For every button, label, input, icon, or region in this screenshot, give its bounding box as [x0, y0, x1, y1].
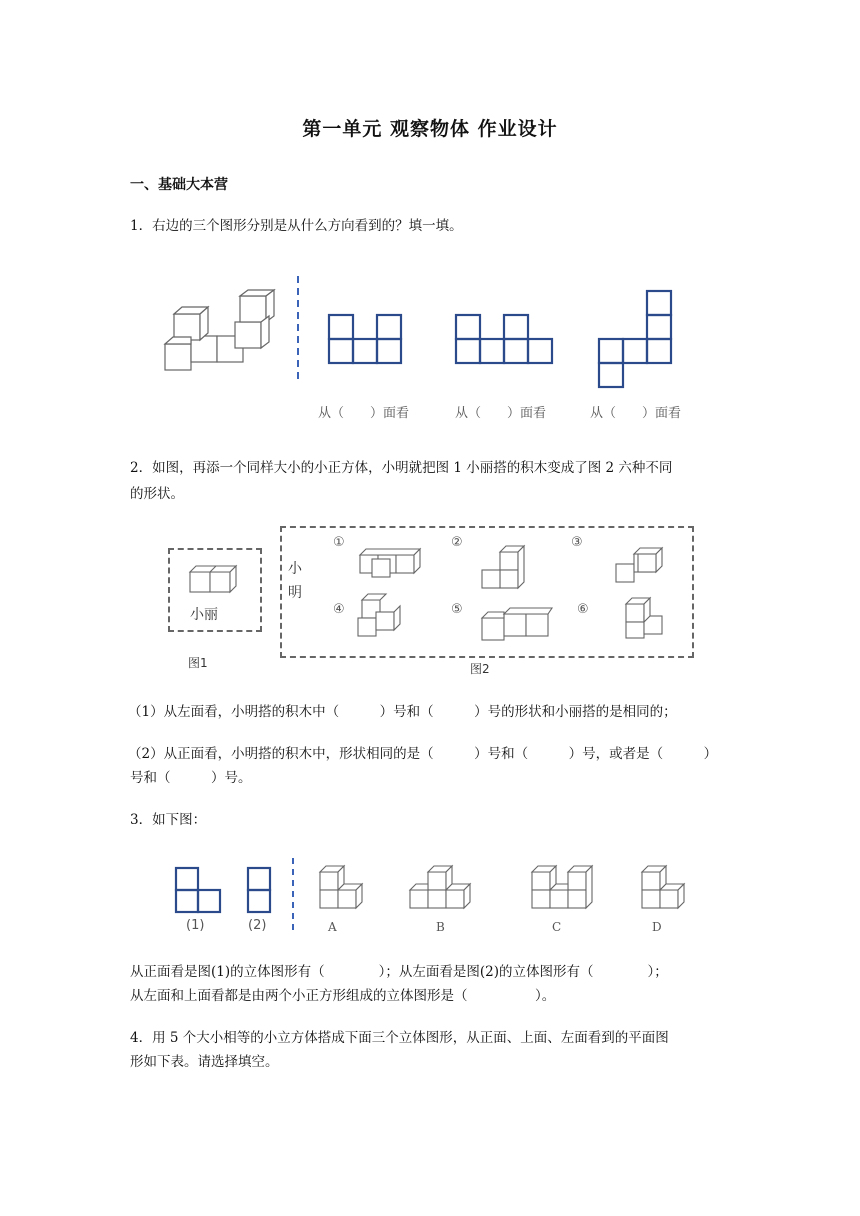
solid-a	[318, 862, 362, 916]
question-3-line2: 从左面和上面看都是由两个小正方形组成的立体图形是（ ）。	[130, 988, 556, 1004]
q3-view-1	[174, 866, 226, 918]
q1-answer-label-2: 从（ ）面看	[455, 406, 547, 421]
q3-divider-dash	[291, 858, 295, 930]
marker-2: ②	[451, 535, 463, 550]
question-2-sub-1: （1）从左面看，小明搭的积木中（ ）号和（ ）号的形状和小丽搭的是相同的；	[128, 704, 677, 720]
figure-2-name-top: 小	[288, 561, 302, 577]
q3-view-1-label: (1)	[186, 918, 205, 933]
q1-view-1	[328, 314, 404, 366]
shape-6-cubes	[624, 598, 670, 642]
figure-2-caption: 图2	[470, 662, 490, 676]
section-heading: 一、基础大本营	[130, 177, 228, 193]
marker-6: ⑥	[577, 602, 589, 617]
q3-view-2-label: (2)	[248, 918, 267, 933]
question-2-text-line1: 2．如图，再添一个同样大小的小正方体，小明就把图 1 小丽搭的积木变成了图 2 六种不同	[130, 460, 673, 476]
solid-d	[640, 862, 686, 916]
shape-5-cubes	[480, 606, 552, 642]
q1-view-3	[597, 290, 675, 390]
marker-1: ①	[333, 535, 345, 550]
marker-3: ③	[571, 535, 583, 550]
marker-4: ④	[333, 602, 345, 617]
shape-1-cubes	[358, 545, 422, 579]
marker-5: ⑤	[451, 602, 463, 617]
question-2-sub-2-line2: 号和（ ）号。	[130, 770, 252, 786]
figure-1-caption: 图1	[188, 656, 208, 670]
question-4-line1: 4．用 5 个大小相等的小立方体搭成下面三个立体图形，从正面、上面、左面看到的平面图	[130, 1030, 669, 1046]
question-2-text-line2: 的形状。	[130, 486, 184, 502]
solid-b-label: B	[436, 920, 445, 934]
question-3-line1: 从正面看是图(1)的立体图形有（ ）；从左面看是图(2)的立体图形有（ ）；	[130, 964, 668, 980]
shape-3-cubes	[614, 546, 666, 586]
page-title: 第一单元 观察物体 作业设计	[302, 118, 558, 140]
q1-cube-figure	[160, 290, 280, 380]
solid-d-label: D	[652, 920, 662, 934]
question-1-text: 1．右边的三个图形分别是从什么方向看到的？填一填。	[130, 218, 463, 234]
solid-b	[408, 862, 470, 916]
q1-view-2	[455, 314, 557, 366]
solid-c-label: C	[552, 920, 562, 934]
q3-view-2	[246, 866, 274, 918]
question-2-sub-2-line1: （2）从正面看，小明搭的积木中，形状相同的是（ ）号和（ ）号，或者是（ ）	[128, 746, 718, 762]
shape-4-cubes	[356, 594, 406, 642]
figure-1-name: 小丽	[190, 607, 218, 623]
question-4-line2: 形如下表。请选择填空。	[130, 1054, 279, 1070]
solid-a-label: A	[328, 920, 337, 934]
solid-c	[530, 860, 592, 916]
figure-2-name-bottom: 明	[288, 585, 302, 601]
q1-answer-label-1: 从（ ）面看	[318, 406, 410, 421]
shape-2-cubes	[480, 548, 526, 590]
question-3-text: 3．如下图：	[130, 812, 207, 828]
q1-divider-dash	[296, 276, 300, 382]
figure-1-cubes	[188, 562, 240, 596]
q1-answer-label-3: 从（ ）面看	[590, 406, 682, 421]
